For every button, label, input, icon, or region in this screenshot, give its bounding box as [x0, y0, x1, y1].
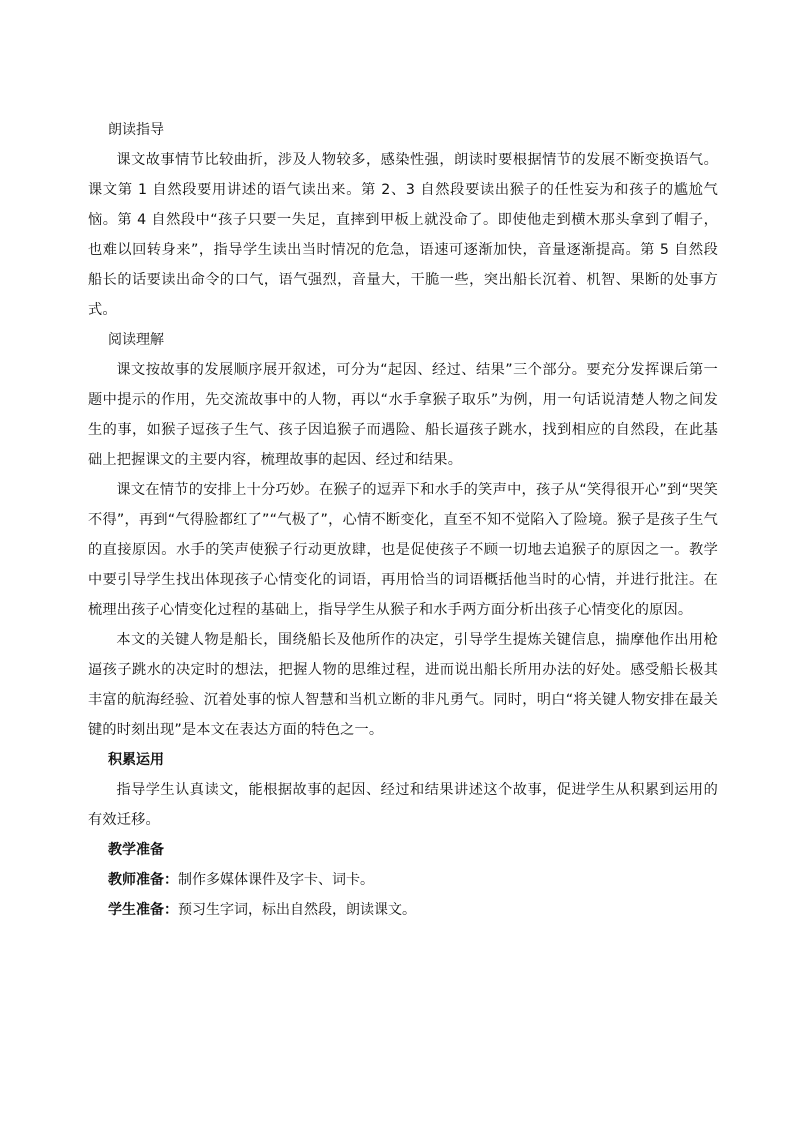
- teacher-preparation-label: 教师准备：: [108, 872, 178, 888]
- teacher-preparation-line: [88, 865, 718, 895]
- comprehension-paragraph-2: 课文在情节的安排上十分巧妙。在猴子的逗弄下和水手的笑声中，孩子从“笑得很开心”到“哭笑不得”，再到“气得脸都红了”“气极了”，心情不断变化，直至不知不觉陷入了险境。猴子是孩子生气的直接原因。水手的笑声使猴子行动更放肆，也是促使孩子不顾一切地去追猴子的原因之一。教学中要引导学生找出体现孩子心情变化的词语，再用恰当的词语概括他当时的心情，并进行批注。在梳理出孩子心情变化过程的基础上，指导学生从猴子和水手两方面分析出孩子心情变化的原因。: [88, 482, 718, 618]
- student-preparation-line: [88, 895, 718, 925]
- reading-guide-heading: 朗读指导: [108, 122, 164, 138]
- student-preparation-text: 预习生字词，标出自然段，朗读课文。: [178, 902, 416, 918]
- teacher-preparation-text: 制作多媒体课件及字卡、词卡。: [178, 872, 374, 888]
- student-preparation-label: 学生准备：: [108, 902, 178, 918]
- comprehension-paragraph-3: 本文的关键人物是船长，围绕船长及他所作的决定，引导学生提炼关键信息，揣摩他作出用枪逼孩子跳水的决定时的想法，把握人物的思维过程，进而说出船长所用办法的好处。感受船长极其丰富的航海经验、沉着处事的惊人智慧和当机立断的非凡勇气。同时，明白“将关键人物安排在最关键的时刻出现”是本文在表达方面的特色之一。: [88, 632, 718, 738]
- reading-guide-paragraph-1: 课文故事情节比较曲折，涉及人物较多，感染性强，朗读时要根据情节的发展不断变换语气。课文第 1 自然段要用讲述的语气读出来。第 2、3 自然段要读出猴子的任性妄为和孩子的尴尬气恼。第 4 自然段中“孩子只要一失足，直摔到甲板上就没命了。即使他走到横木那头拿到了帽子，也难以回转身来”，指导学生读出当时情况的危急，语速可逐渐加快，音量逐渐提高。第 5 自然段船长的话要读出命令的口气，语气强烈，音量大，干脆一些，突出船长沉着、机智、果断的处事方式。: [88, 152, 718, 318]
- application-heading: 积累运用: [108, 752, 164, 768]
- preparation-heading: 教学准备: [108, 842, 164, 858]
- comprehension-paragraph-1: 课文按故事的发展顺序展开叙述，可分为“起因、经过、结果”三个部分。要充分发挥课后第一题中提示的作用，先交流故事中的人物，再以“水手拿猴子取乐”为例，用一句话说清楚人物之间发生的事，如猴子逗孩子生气、孩子因追猴子而遇险、船长逼孩子跳水，找到相应的自然段，在此基础上把握课文的主要内容，梳理故事的起因、经过和结果。: [88, 362, 718, 468]
- application-paragraph-1: 指导学生认真读文，能根据故事的起因、经过和结果讲述这个故事，促进学生从积累到运用的有效迁移。: [88, 782, 718, 828]
- document-content: [88, 115, 718, 925]
- comprehension-heading: 阅读理解: [108, 332, 164, 348]
